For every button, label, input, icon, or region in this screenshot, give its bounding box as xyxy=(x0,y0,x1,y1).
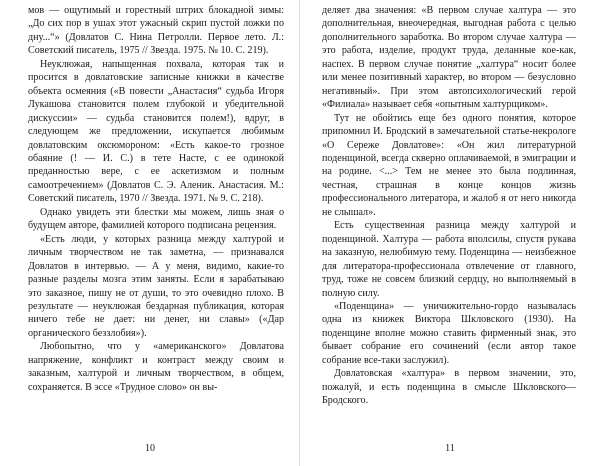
paragraph: мов — ощутимый и горестный штрих блокадной зимы: „До сих пор в ушах этот ужасный скрип пустой ложки по дну...“» (Довлатов С. Нина Петролли. Первое лето. Л.: Советский писатель, 1975 // Звезда. 1975. № 10. С. 219). xyxy=(28,5,284,57)
page-number: 10 xyxy=(145,443,155,454)
paragraph: Довлатовская «халтура» в первом значении, это, пожалуй, и есть поденщина в смысле Шкловского—Бродского. xyxy=(322,368,576,407)
paragraph: «Есть люди, у которых разница между халтурой и личным творчеством не так заметна, — признавался Довлатов в интервью. — А у меня, видимо, какие-то разные разделы мозга этим заняты. Если я зарабатываю это заказное, пишу не от души, то это очевидно плохо. В результате — неуклюжая бездарная публикация, которая ничего тебе не дает: ни денег, ни славы» («Дар органического беззлобия»). xyxy=(28,233,284,339)
right-page-text xyxy=(322,4,576,408)
right-page xyxy=(300,0,600,466)
paragraph: Есть существенная разница между халтурой и поденщиной. Халтура — работа вполсилы, спустя рукава на заказную, нелюбимую тему. Поденщина — неизбежное для литератора-профессионала отвлечение от главного, труд, тоже не совсем близкий сердцу, но выполняемый в полную силу. xyxy=(322,220,576,299)
paragraph: деляет два значения: «В первом случае халтура — это дополнительная, внеочередная, выгодная работа с целью дополнительного заработка. Во втором случае халтура — это работа, изделие, продукт труда, деланные кое-как, наспех. В первом случае понятие „халтура“ носит более или менее позитивный характер, во втором — безусловно негативный». При этом автопсихологический герой «Филиала» называет себя «опытным халтурщиком». xyxy=(322,5,576,111)
paragraph: Любопытно, что у «американского» Довлатова напряжение, конфликт и контраст между своим и заказным, халтурой и личным творчеством, в общем, сохраняется. В эссе «Трудное слово» он вы- xyxy=(28,341,284,393)
paragraph: Однако увидеть эти блестки мы можем, лишь зная о будущем авторе, фамилией которого подписана рецензия. xyxy=(28,206,284,232)
paragraph: Неуклюжая, напыщенная похвала, которая так и просится в довлатовские записные книжки в качестве объекта осмеяния («В повести „Анастасия“ судьба Игоря Лукашова становится полем глубокой и убедительной дискуссии» — судьба становится полем!), вдруг, в следующем же предложении, искупается любимым довлатовским оксюмороном: «Есть какое-то грозное обаяние (! — И. С.) в тете Насте, с ее одинокой преданностью вере, с ее аскетизмом и полным самоотречением» (Довлатов С. Э. Аленик. Анастасия. М.: Советский писатель, 1970 // Звезда. 1971. № 9. С. 218). xyxy=(28,58,284,205)
page-number: 11 xyxy=(445,443,455,454)
paragraph: «Поденщина» — уничижительно-гордо называлась одна из книжек Виктора Шкловского (1930). На поденщине вполне можно ставить фирменный знак, это бывает собрание его сочинений (если автор такое собрание все-таки заслужил). xyxy=(322,300,576,366)
left-page-text xyxy=(28,4,284,394)
paragraph: Тут не обойтись еще без одного понятия, которое припомнил И. Бродский в замечательной статье-некрологе «О Сереже Довлатове»: «Он жил литературной поденщиной, всегда скверно оплачиваемой, в эмиграции и на родине. <...> Тем не менее это была подлинная, честная, страшная в конце концов жизнь профессионального литератора, и жалоб я от него никогда не слышал». xyxy=(322,112,576,218)
